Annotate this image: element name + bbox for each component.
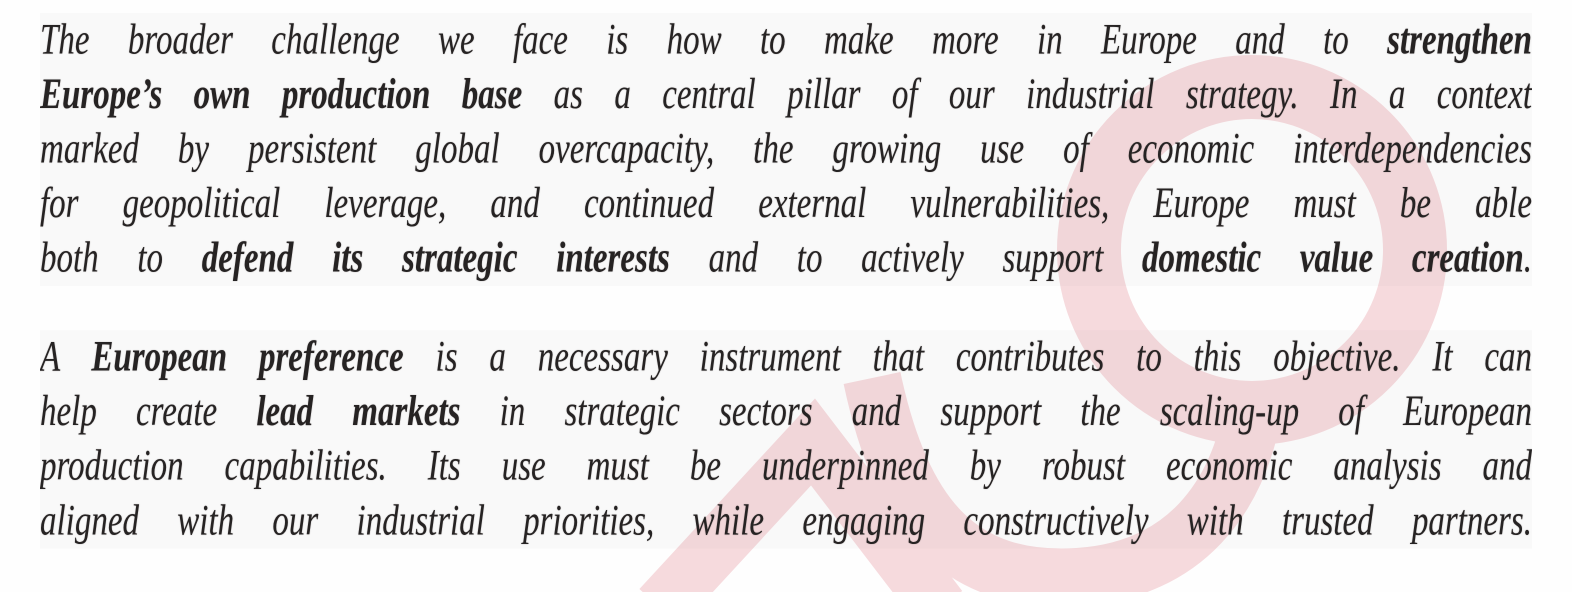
body-text: The broader challenge we face is how to make more in Europe and to <box>40 16 1388 64</box>
emphasis-text: lead markets <box>256 388 461 436</box>
text-line <box>40 122 1532 177</box>
body-text: help create <box>40 388 257 436</box>
text-block <box>40 13 1532 549</box>
body-text: production capabilities. Its use must be underpinned by robust economic analysis and <box>40 443 1532 491</box>
body-text: in strategic sectors and support the scaling-up of European <box>460 388 1532 436</box>
emphasis-text: domestic value creation <box>1142 235 1524 283</box>
body-text: both to <box>40 235 202 283</box>
emphasis-text: strengthen <box>1387 16 1532 64</box>
text-line <box>40 439 1532 494</box>
paragraph <box>40 330 1532 548</box>
paragraph <box>40 13 1532 286</box>
text-line <box>40 68 1532 123</box>
text-line <box>40 385 1532 440</box>
text-line <box>40 13 1532 68</box>
text-line <box>40 231 1532 286</box>
body-text: and to actively support <box>669 235 1143 283</box>
emphasis-text: defend its strategic interests <box>201 235 670 283</box>
text-line <box>40 330 1532 385</box>
emphasis-text: European preference <box>91 334 404 381</box>
text-line <box>40 494 1532 549</box>
body-text: marked by persistent global overcapacity, the growing use of economic interdependencies <box>40 126 1532 173</box>
body-text: . <box>1523 235 1532 283</box>
text-line <box>40 177 1532 232</box>
body-text: for geopolitical leverage, and continued external vulnerabilities, Europe must be able <box>40 180 1532 228</box>
body-text: A <box>40 334 92 381</box>
body-text: as a central pillar of our industrial strategy. In a context <box>522 71 1532 119</box>
body-text: aligned with our industrial priorities, while engaging constructively with trusted partners. <box>40 497 1532 545</box>
emphasis-text: Europe’s own production base <box>40 71 523 119</box>
body-text: is a necessary instrument that contributes to this objective. It can <box>403 334 1532 381</box>
